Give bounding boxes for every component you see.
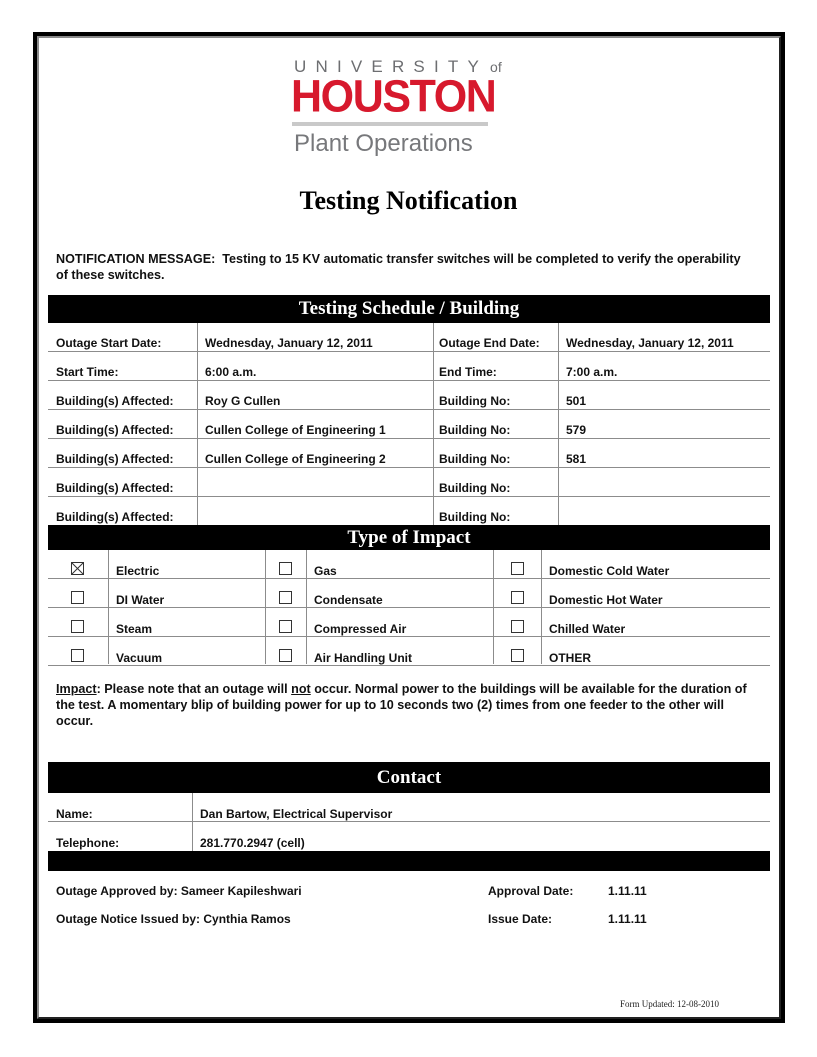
schedule-value: 581	[566, 452, 587, 466]
issue-date-label: Issue Date:	[488, 912, 553, 926]
schedule-row	[48, 468, 770, 497]
impact-checkbox[interactable]	[71, 591, 84, 604]
schedule-label: Building No:	[439, 452, 511, 466]
contact-row-name	[48, 793, 770, 822]
contact-value: Dan Bartow, Electrical Supervisor	[200, 807, 393, 821]
impact-row	[48, 579, 770, 608]
impact-checkbox[interactable]	[279, 649, 292, 662]
impact-row	[48, 550, 770, 579]
impact-row	[48, 608, 770, 637]
approved-by: Outage Approved by: Sameer Kapileshwari	[56, 884, 302, 898]
schedule-row	[48, 410, 770, 439]
contact-label: Telephone:	[56, 836, 120, 850]
contact-value: 281.770.2947 (cell)	[200, 836, 305, 850]
schedule-row	[48, 323, 770, 352]
impact-type-label: Vacuum	[116, 651, 163, 665]
impact-type-label: Air Handling Unit	[314, 651, 412, 665]
schedule-value: 501	[566, 394, 587, 408]
impact-note-emphasis: not	[291, 682, 311, 696]
contact-column-divider	[192, 793, 193, 851]
notification-message	[56, 251, 746, 283]
schedule-label: Building(s) Affected:	[56, 452, 174, 466]
checkbox-x-mark-icon	[72, 563, 83, 574]
impact-checkbox[interactable]	[279, 620, 292, 633]
impact-checkbox[interactable]	[511, 562, 524, 575]
impact-checkbox[interactable]	[511, 620, 524, 633]
approval-date-label: Approval Date:	[488, 884, 574, 898]
schedule-label: Building(s) Affected:	[56, 481, 174, 495]
impact-checkbox[interactable]	[279, 591, 292, 604]
impact-checkbox[interactable]	[511, 591, 524, 604]
schedule-value: Roy G Cullen	[205, 394, 281, 408]
schedule-row	[48, 352, 770, 381]
schedule-label: Building No:	[439, 481, 511, 495]
issued-by: Outage Notice Issued by: Cynthia Ramos	[56, 912, 291, 926]
schedule-value: 579	[566, 423, 587, 437]
impact-type-label: Gas	[314, 564, 337, 578]
schedule-label: Building No:	[439, 423, 511, 437]
schedule-label: End Time:	[439, 365, 497, 379]
impact-column-divider	[108, 550, 109, 664]
impact-type-label: Condensate	[314, 593, 383, 607]
impact-type-label: Steam	[116, 622, 153, 636]
impact-column-divider	[265, 550, 266, 664]
impact-checkbox[interactable]	[511, 649, 524, 662]
impact-checkbox[interactable]	[71, 620, 84, 633]
issue-date-value: 1.11.11	[608, 912, 647, 926]
schedule-column-divider	[558, 323, 559, 525]
impact-type-label: Electric	[116, 564, 160, 578]
schedule-value: Wednesday, January 12, 2011	[205, 336, 373, 350]
contact-footer-bar	[48, 851, 770, 871]
impact-checkbox[interactable]	[279, 562, 292, 575]
schedule-section-header: Testing Schedule / Building	[48, 295, 770, 323]
logo-divider	[292, 122, 488, 126]
schedule-value: 7:00 a.m.	[566, 365, 618, 379]
form-updated-note: Form Updated: 12-08-2010	[620, 999, 719, 1009]
impact-section-header: Type of Impact	[48, 525, 770, 550]
impact-checkbox[interactable]	[71, 562, 84, 575]
notification-label: NOTIFICATION MESSAGE:	[56, 252, 216, 266]
impact-note-label: Impact	[56, 682, 97, 696]
contact-section-header: Contact	[48, 762, 770, 793]
schedule-label: Building(s) Affected:	[56, 394, 174, 408]
schedule-value: Cullen College of Engineering 2	[205, 452, 386, 466]
impact-type-label: OTHER	[549, 651, 591, 665]
schedule-value: Cullen College of Engineering 1	[205, 423, 386, 437]
impact-row	[48, 637, 770, 666]
impact-note: Impact: Please note that an outage will not occur. Normal power to the buildings will be available for the duration of the test. A momentary blip of building power for up to 10 seconds two (2) times from one feeder to the other will occur.	[56, 682, 747, 728]
logo-houston-text: HOUSTON	[291, 71, 496, 123]
schedule-column-divider	[433, 323, 434, 525]
schedule-label: Start Time:	[56, 365, 119, 379]
contact-row-telephone	[48, 822, 770, 851]
schedule-label: Outage Start Date:	[56, 336, 162, 350]
schedule-label: Building No:	[439, 394, 511, 408]
impact-type-label: Domestic Hot Water	[549, 593, 663, 607]
impact-type-label: Domestic Cold Water	[549, 564, 670, 578]
schedule-row	[48, 497, 770, 524]
schedule-value: Wednesday, January 12, 2011	[566, 336, 734, 350]
logo-department-text: Plant Operations	[294, 130, 473, 157]
schedule-value: 6:00 a.m.	[205, 365, 257, 379]
schedule-label: Outage End Date:	[439, 336, 540, 350]
impact-column-divider	[493, 550, 494, 664]
notification-text: Testing to 15 KV automatic transfer switches will be completed to verify the operability of these switches.	[56, 252, 741, 282]
contact-table	[48, 793, 770, 851]
impact-checkbox[interactable]	[71, 649, 84, 662]
schedule-column-divider	[197, 323, 198, 525]
document-title: Testing Notification	[299, 186, 518, 215]
impact-column-divider	[306, 550, 307, 664]
impact-type-label: Compressed Air	[314, 622, 407, 636]
schedule-label: Building No:	[439, 510, 511, 524]
impact-type-label: Chilled Water	[549, 622, 626, 636]
schedule-label: Building(s) Affected:	[56, 423, 174, 437]
approval-date-value: 1.11.11	[608, 884, 647, 898]
schedule-row	[48, 381, 770, 410]
impact-type-grid	[48, 550, 770, 666]
schedule-table	[48, 323, 770, 524]
impact-column-divider	[541, 550, 542, 664]
contact-label: Name:	[56, 807, 93, 821]
schedule-row	[48, 439, 770, 468]
impact-type-label: DI Water	[116, 593, 165, 607]
logo-university-text: UNIVERSITY of	[294, 57, 502, 76]
schedule-label: Building(s) Affected:	[56, 510, 174, 524]
